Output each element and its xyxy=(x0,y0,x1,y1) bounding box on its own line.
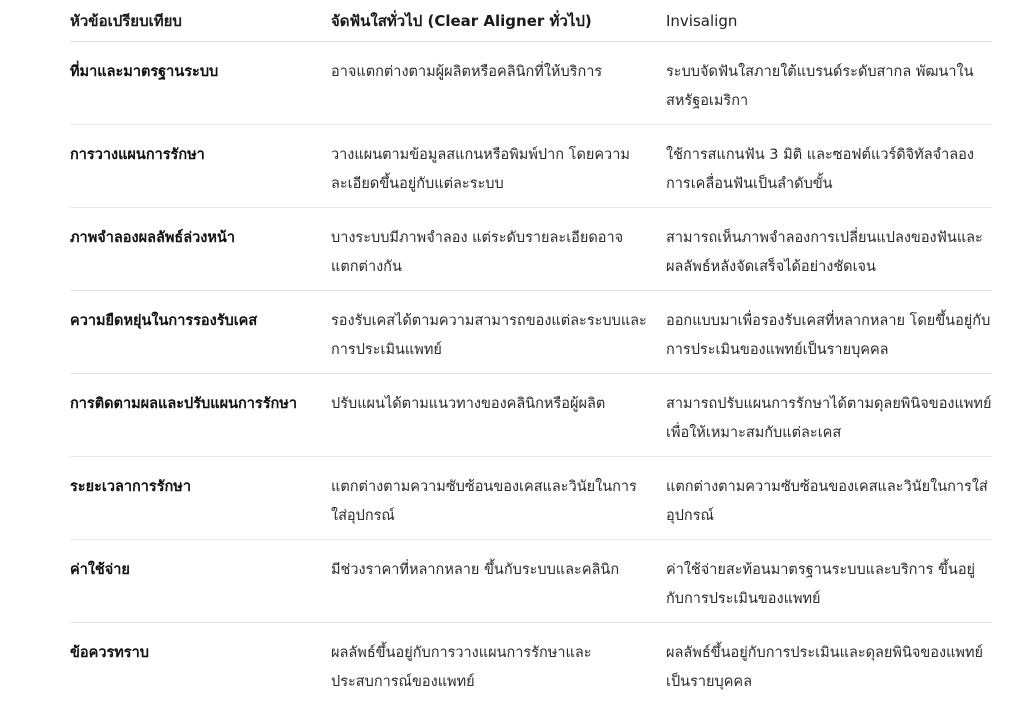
row-invisalign: ค่าใช้จ่ายสะท้อนมาตรฐานระบบและบริการ ขึ้นอยู่กับการประเมินของแพทย์ xyxy=(666,562,976,607)
header-clear-aligner: จัดฟันใสทั่วไป (Clear Aligner ทั่วไป) xyxy=(331,11,592,30)
header-topic: หัวข้อเปรียบเทียบ xyxy=(70,11,182,30)
comparison-table xyxy=(70,0,992,706)
row-topic: การวางแผนการรักษา xyxy=(70,147,205,163)
row-clear-aligner: บางระบบมีภาพจำลอง แต่ระดับรายละเอียดอาจแตกต่างกัน xyxy=(331,230,624,275)
row-topic: ระยะเวลาการรักษา xyxy=(70,479,191,495)
row-invisalign: ออกแบบมาเพื่อรองรับเคสที่หลากหลาย โดยขึ้นอยู่กับการประเมินของแพทย์เป็นรายบุคคล xyxy=(666,313,991,358)
table-row xyxy=(70,42,992,125)
table-row xyxy=(70,623,992,706)
row-invisalign: แตกต่างตามความซับซ้อนของเคสและวินัยในการใส่อุปกรณ์ xyxy=(666,479,988,524)
row-invisalign: สามารถเห็นภาพจำลองการเปลี่ยนแปลงของฟันและผลลัพธ์หลังจัดเสร็จได้อย่างชัดเจน xyxy=(666,230,983,275)
row-clear-aligner: แตกต่างตามความซับซ้อนของเคสและวินัยในการใส่อุปกรณ์ xyxy=(331,479,637,524)
row-invisalign: ผลลัพธ์ขึ้นอยู่กับการประเมินและดุลยพินิจของแพทย์เป็นรายบุคคล xyxy=(666,645,984,690)
row-topic: ค่าใช้จ่าย xyxy=(70,562,130,578)
row-topic: ที่มาและมาตรฐานระบบ xyxy=(70,64,219,80)
header-invisalign: Invisalign xyxy=(666,11,738,30)
table-row xyxy=(70,374,992,457)
row-topic: ความยืดหยุ่นในการรองรับเคส xyxy=(70,313,258,329)
table-row xyxy=(70,457,992,540)
table-row xyxy=(70,208,992,291)
row-topic: ข้อควรทราบ xyxy=(70,645,149,661)
row-clear-aligner: ผลลัพธ์ขึ้นอยู่กับการวางแผนการรักษาและประสบการณ์ของแพทย์ xyxy=(331,645,592,690)
row-clear-aligner: ปรับแผนได้ตามแนวทางของคลินิกหรือผู้ผลิต xyxy=(331,396,606,412)
table-row xyxy=(70,540,992,623)
row-invisalign: ระบบจัดฟันใสภายใต้แบรนด์ระดับสากล พัฒนาในสหรัฐอเมริกา xyxy=(666,64,974,109)
row-invisalign: ใช้การสแกนฟัน 3 มิติ และซอฟต์แวร์ดิจิทัลจำลองการเคลื่อนฟันเป็นลำดับขั้น xyxy=(666,147,974,192)
row-clear-aligner: มีช่วงราคาที่หลากหลาย ขึ้นกับระบบและคลินิก xyxy=(331,562,620,578)
row-invisalign: สามารถปรับแผนการรักษาได้ตามดุลยพินิจของแพทย์ เพื่อให้เหมาะสมกับแต่ละเคส xyxy=(666,396,992,441)
row-topic: ภาพจำลองผลลัพธ์ล่วงหน้า xyxy=(70,230,235,246)
table-header-row xyxy=(70,0,992,42)
row-clear-aligner: รองรับเคสได้ตามความสามารถของแต่ละระบบและการประเมินแพทย์ xyxy=(331,313,647,358)
row-topic: การติดตามผลและปรับแผนการรักษา xyxy=(70,396,297,412)
row-clear-aligner: อาจแตกต่างตามผู้ผลิตหรือคลินิกที่ให้บริการ xyxy=(331,64,603,80)
row-clear-aligner: วางแผนตามข้อมูลสแกนหรือพิมพ์ปาก โดยความละเอียดขึ้นอยู่กับแต่ละระบบ xyxy=(331,147,630,192)
table-row xyxy=(70,291,992,374)
table-row xyxy=(70,125,992,208)
